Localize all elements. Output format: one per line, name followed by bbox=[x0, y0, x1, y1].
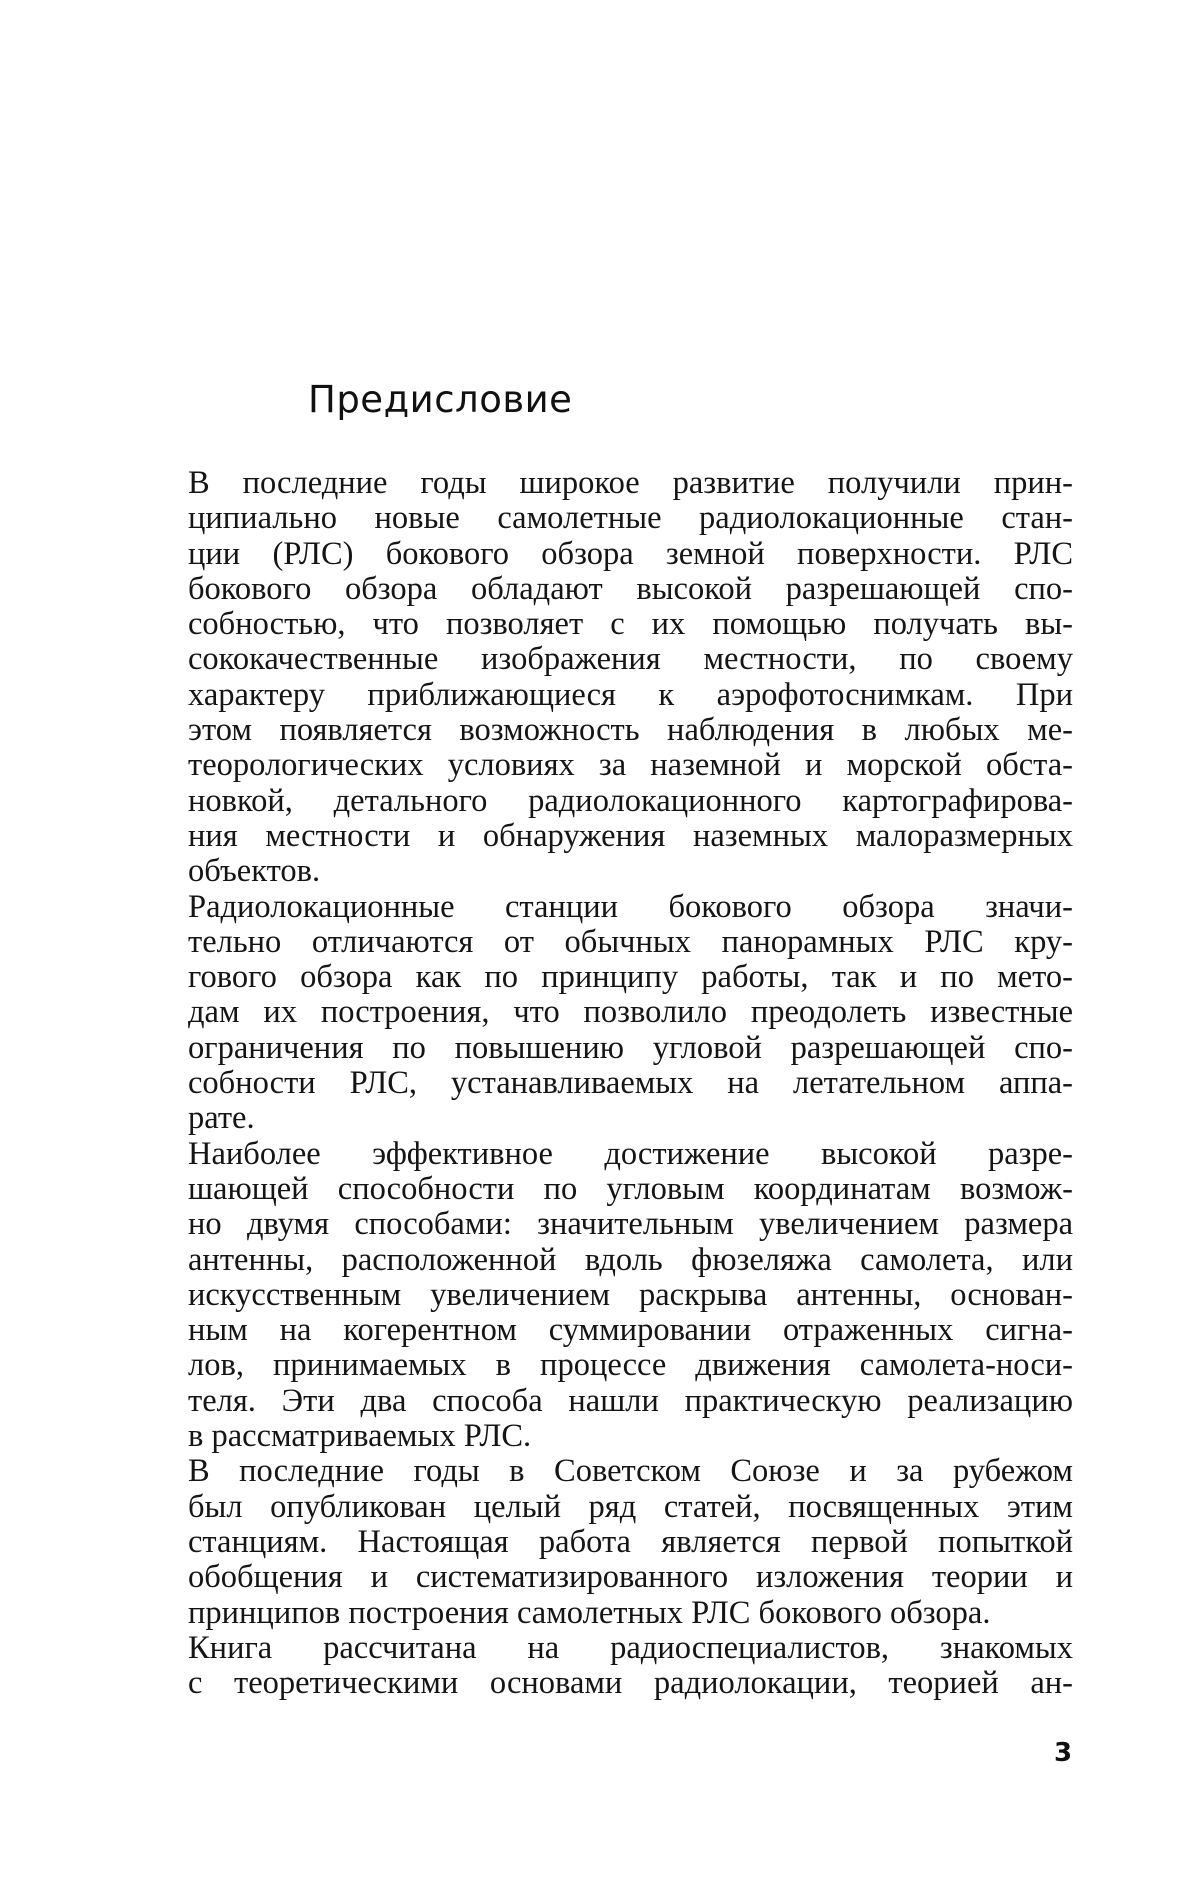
text-line: ципиально новые самолетные радиолокационные стан- bbox=[188, 500, 1073, 537]
text-line: ным на когерентном суммировании отраженных сигна- bbox=[188, 1312, 1073, 1349]
page-number: 3 bbox=[1054, 1738, 1073, 1768]
paragraph bbox=[188, 890, 1073, 1137]
paragraph bbox=[188, 1454, 1073, 1630]
text-line: гового обзора как по принципу работы, так и по мето- bbox=[188, 959, 1073, 996]
text-line: собности РЛС, устанавливаемых на летательном аппа- bbox=[188, 1065, 1073, 1102]
text-line: обобщения и систематизированного изложения теории и bbox=[188, 1559, 1073, 1596]
text-line: ограничения по повышению угловой разрешающей спо- bbox=[188, 1029, 1073, 1066]
text-line: новкой, детального радиолокационного картографирова- bbox=[188, 782, 1073, 819]
text-line: искусственным увеличением раскрыва антенны, основан- bbox=[188, 1276, 1073, 1313]
text-line: с теоретическими основами радиолокации, теорией ан- bbox=[188, 1665, 1073, 1702]
text-line: шающей способности по угловым координатам возмож- bbox=[188, 1170, 1073, 1207]
text-line: собностью, что позволяет с их помощью получать вы- bbox=[188, 606, 1073, 643]
text-line: теорологических условиях за наземной и морской обста- bbox=[188, 747, 1073, 784]
paragraph bbox=[188, 1137, 1073, 1455]
text-line: антенны, расположенной вдоль фюзеляжа самолета, или bbox=[188, 1241, 1073, 1278]
text-line: этом появляется возможность наблюдения в любых ме- bbox=[188, 712, 1073, 749]
text-line: лов, принимаемых в процессе движения самолета-носи- bbox=[188, 1347, 1073, 1384]
text-line: теля. Эти два способа нашли практическую реализацию bbox=[188, 1382, 1073, 1419]
paragraph bbox=[188, 466, 1073, 890]
text-line: В последние годы в Советском Союзе и за рубежом bbox=[188, 1453, 1073, 1490]
text-line: бокового обзора обладают высокой разрешающей спо- bbox=[188, 570, 1073, 607]
body-text bbox=[188, 466, 1073, 1701]
text-line: был опубликован целый ряд статей, посвященных этим bbox=[188, 1488, 1073, 1525]
text-line: ции (РЛС) бокового обзора земной поверхности. РЛС bbox=[188, 535, 1073, 572]
text-line: ния местности и обнаружения наземных малоразмерных bbox=[188, 817, 1073, 854]
text-line: сококачественные изображения местности, по своему bbox=[188, 641, 1073, 678]
text-line: Радиолокационные станции бокового обзора значи- bbox=[188, 888, 1073, 925]
page-title: Предисловие bbox=[308, 378, 573, 421]
text-line: тельно отличаются от обычных панорамных РЛС кру- bbox=[188, 923, 1073, 960]
text-line: станциям. Настоящая работа является первой попыткой bbox=[188, 1523, 1073, 1560]
text-line: дам их построения, что позволило преодолеть известные bbox=[188, 994, 1073, 1031]
text-line: объектов. bbox=[188, 853, 321, 890]
text-line: Наиболее эффективное достижение высокой разре- bbox=[188, 1135, 1073, 1172]
text-line: характеру приближающиеся к аэрофотоснимкам. При bbox=[188, 676, 1073, 713]
paragraph bbox=[188, 1631, 1073, 1702]
text-line: В последние годы широкое развитие получили прин- bbox=[188, 465, 1073, 501]
text-line: Книга рассчитана на радиоспециалистов, знакомых bbox=[188, 1629, 1073, 1666]
text-line: в рассматриваемых РЛС. bbox=[188, 1418, 532, 1455]
text-line: принципов построения самолетных РЛС бокового обзора. bbox=[188, 1594, 991, 1631]
text-line: но двумя способами: значительным увеличением размера bbox=[188, 1206, 1073, 1243]
text-line: рате. bbox=[188, 1100, 255, 1137]
